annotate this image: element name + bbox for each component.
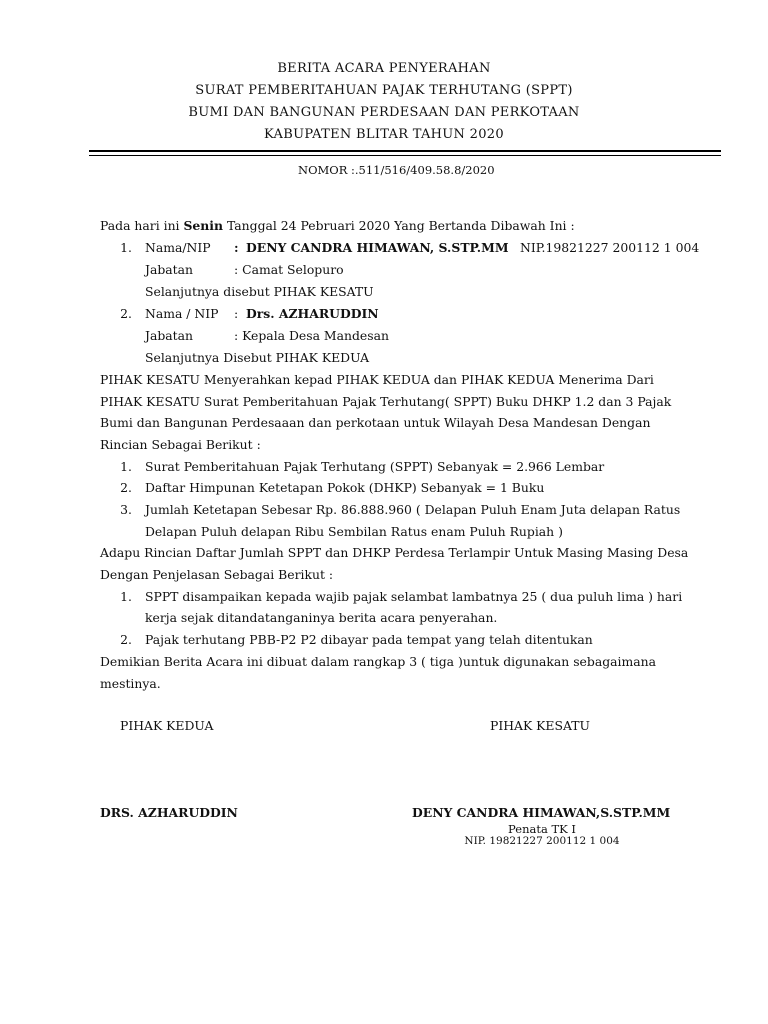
item-text: Jumlah Ketetapan Sebesar Rp. 86.888.960 ( Delapan Puluh Enam Juta delapan Ratus <box>145 502 681 517</box>
header-subtitle: SURAT PEMBERITAHUAN PAJAK TERHUTANG (SPPT) <box>195 83 573 98</box>
header-subtitle-2: BUMI DAN BANGUNAN PERDESAAN DAN PERKOTAAN <box>188 105 580 120</box>
header-rule-thick <box>89 150 721 152</box>
header-region: KABUPATEN BLITAR TAHUN 2020 <box>264 127 504 142</box>
transfer-line: Rincian Sebagai Berikut : <box>100 437 261 452</box>
document-number: NOMOR :.511/516/409.58.8/2020 <box>298 163 495 177</box>
item-number: 3. <box>120 502 132 517</box>
party2-name-label: Nama / NIP <box>145 306 219 321</box>
opening-pre: Pada hari ini <box>100 218 184 233</box>
party2-name: Drs. AZHARUDDIN <box>246 306 379 321</box>
party2-designation: Selanjutnya Disebut PIHAK KEDUA <box>145 350 370 365</box>
party1-designation: Selanjutnya disebut PIHAK KESATU <box>145 284 374 299</box>
signature-left-title: PIHAK KEDUA <box>120 718 214 733</box>
closing-line: mestinya. <box>100 676 161 691</box>
note-text: SPPT disampaikan kepada wajib pajak selambat lambatnya 25 ( dua puluh lima ) hari <box>145 589 683 604</box>
opening-post: Tanggal 24 Pebruari 2020 Yang Bertanda Dibawah Ini : <box>223 218 575 233</box>
party1-number: 1. <box>120 240 132 255</box>
opening-sentence <box>100 218 575 233</box>
party1-name: DENY CANDRA HIMAWAN, S.STP.MM <box>246 240 509 255</box>
signature-left-name: DRS. AZHARUDDIN <box>100 805 238 820</box>
header-title: BERITA ACARA PENYERAHAN <box>277 61 491 76</box>
note-number: 2. <box>120 632 132 647</box>
transfer-line: PIHAK KESATU Menyerahkan kepad PIHAK KEDUA dan PIHAK KEDUA Menerima Dari <box>100 372 654 387</box>
party2-jabatan-label: Jabatan <box>145 328 194 343</box>
party2-number: 2. <box>120 306 132 321</box>
party1-colon: : <box>234 240 239 255</box>
note-text-continued: kerja sejak ditandatanganinya berita acara penyerahan. <box>145 610 498 625</box>
header-rule-thin <box>89 155 721 156</box>
item-text-continued: Delapan Puluh delapan Ribu Sembilan Ratus enam Puluh Rupiah ) <box>145 524 563 539</box>
signature-right-nip: NIP. 19821227 200112 1 004 <box>464 835 620 847</box>
closing-line: Demikian Berita Acara ini dibuat dalam rangkap 3 ( tiga )untuk digunakan sebagaimana <box>100 654 656 669</box>
details-line: Dengan Penjelasan Sebagai Berikut : <box>100 567 334 582</box>
item-number: 1. <box>120 459 132 474</box>
item-number: 2. <box>120 480 132 495</box>
signature-right-title: PIHAK KESATU <box>490 718 590 733</box>
transfer-line: PIHAK KESATU Surat Pemberitahuan Pajak Terhutang( SPPT) Buku DHKP 1.2 dan 3 Pajak <box>100 394 672 409</box>
party2-colon: : <box>234 306 239 321</box>
transfer-line: Bumi dan Bangunan Perdesaaan dan perkotaan untuk Wilayah Desa Mandesan Dengan <box>100 415 651 430</box>
opening-day: Senin <box>183 218 224 233</box>
party1-nip: NIP.19821227 200112 1 004 <box>520 240 700 255</box>
note-number: 1. <box>120 589 132 604</box>
signature-right-name: DENY CANDRA HIMAWAN,S.STP.MM <box>412 805 671 820</box>
details-line: Adapu Rincian Daftar Jumlah SPPT dan DHKP Perdesa Terlampir Untuk Masing Masing Desa <box>100 545 689 560</box>
item-text: Daftar Himpunan Ketetapan Pokok (DHKP) Sebanyak = 1 Buku <box>145 480 545 495</box>
party1-jabatan: : Camat Selopuro <box>234 262 344 277</box>
item-text: Surat Pemberitahuan Pajak Terhutang (SPPT) Sebanyak = 2.966 Lembar <box>145 459 605 474</box>
note-text: Pajak terhutang PBB-P2 P2 dibayar pada tempat yang telah ditentukan <box>145 632 593 647</box>
party1-jabatan-label: Jabatan <box>145 262 194 277</box>
signature-right-rank: Penata TK I <box>508 822 576 836</box>
party2-jabatan: : Kepala Desa Mandesan <box>234 328 389 343</box>
party1-name-label: Nama/NIP <box>145 240 211 255</box>
